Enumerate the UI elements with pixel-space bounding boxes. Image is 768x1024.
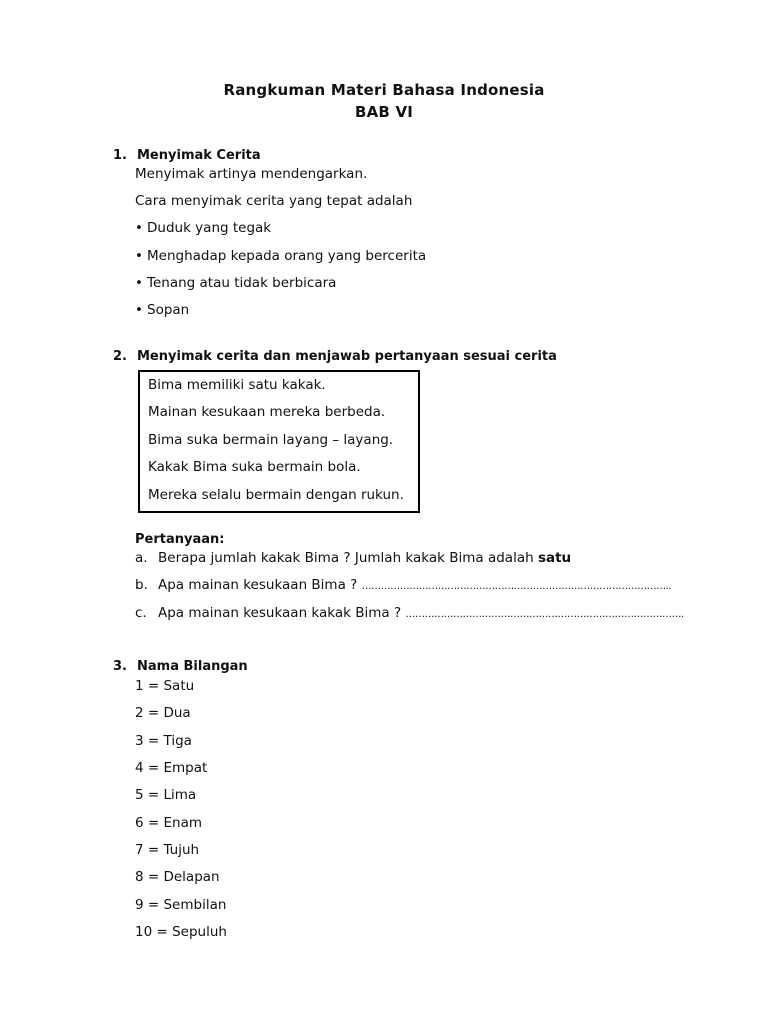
section1-intro: Cara menyimak cerita yang tepat adalah [135,193,413,209]
answer-blank: ……………………………………………………………………………. [405,609,684,620]
number-name-item: 7 = Tujuh [135,842,200,858]
question-answer: satu [537,550,572,566]
question-letter: a. [135,550,148,566]
story-line: Bima memiliki satu kakak. [148,377,326,393]
bullet-item: • Menghadap kepada orang yang bercerita [135,248,426,264]
bullet-item: • Sopan [135,302,189,318]
section3-title: Nama Bilangan [137,659,248,674]
question-text: Apa mainan kesukaan kakak Bima ? [158,605,406,621]
section2-number: 2. [113,349,127,364]
document-subtitle: BAB VI [354,103,414,121]
question-a [135,550,571,566]
number-name-item: 5 = Lima [135,787,197,803]
number-name-item: 8 = Delapan [135,869,220,885]
number-name-item: 2 = Dua [135,705,191,721]
story-line: Mereka selalu bermain dengan rukun. [148,487,404,503]
section1-heading [113,148,261,163]
number-name-item: 10 = Sepuluh [135,924,227,940]
question-letter: c. [135,605,147,621]
section3-heading [113,659,248,674]
document-title: Rangkuman Materi Bahasa Indonesia [223,81,545,99]
section2-title: Menyimak cerita dan menjawab pertanyaan sesuai cerita [137,349,557,364]
story-box [138,370,420,513]
section2-heading [113,349,557,364]
story-line: Mainan kesukaan mereka berbeda. [148,404,386,420]
number-name-item: 6 = Enam [135,815,202,831]
question-b [135,577,671,593]
question-c [135,605,684,621]
question-text: Apa mainan kesukaan Bima ? [158,577,362,593]
question-text: Berapa jumlah kakak Bima ? Jumlah kakak Bima adalah [158,550,538,566]
number-name-item: 4 = Empat [135,760,208,776]
section1-definition: Menyimak artinya mendengarkan. [135,166,368,182]
number-name-item: 9 = Sembilan [135,897,227,913]
story-line: Bima suka bermain layang – layang. [148,432,394,448]
section1-title: Menyimak Cerita [137,148,261,163]
number-name-item: 3 = Tiga [135,733,192,749]
number-name-item: 1 = Satu [135,678,195,694]
bullet-item: • Tenang atau tidak berbicara [135,275,336,291]
section1-number: 1. [113,148,127,163]
bullet-item: • Duduk yang tegak [135,220,271,236]
questions-label: Pertanyaan: [135,532,225,547]
section3-number: 3. [113,659,127,674]
story-line: Kakak Bima suka bermain bola. [148,459,361,475]
question-letter: b. [135,577,148,593]
answer-blank: …………………………………………………………………………………….. [361,581,671,592]
